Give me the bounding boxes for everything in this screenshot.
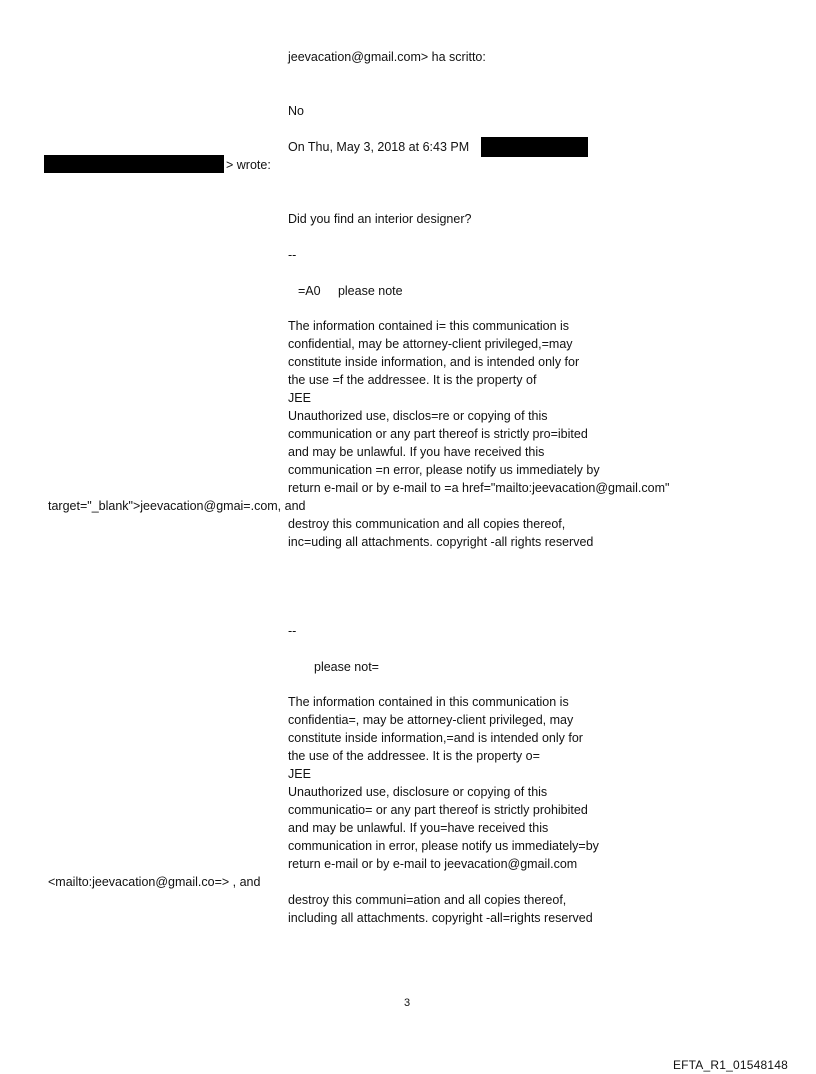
disclaimer-line: confidential, may be attorney-client privileged,=may bbox=[288, 337, 573, 351]
disclaimer-line: The information contained i= this communication is bbox=[288, 319, 570, 333]
disclaimer-line: JEE bbox=[288, 767, 311, 781]
disclaimer-line: inc=uding all attachments. copyright -all rights reserved bbox=[288, 535, 594, 549]
reply-text: No bbox=[288, 104, 304, 118]
disclaimer-line: return e-mail or by e-mail to =a href="mailto:jeevacation@gmail.com" bbox=[288, 481, 670, 495]
disclaimer-line: and may be unlawful. If you have received this bbox=[288, 445, 545, 459]
disclaimer-line: including all attachments. copyright -all=rights reserved bbox=[288, 911, 593, 925]
page-number: 3 bbox=[404, 997, 411, 1009]
quoted-question: Did you find an interior designer? bbox=[288, 212, 472, 226]
disclaimer-line: communication =n error, please notify us immediately by bbox=[288, 463, 600, 477]
disclaimer-line: destroy this communi=ation and all copies thereof, bbox=[288, 893, 567, 907]
signature-separator: -- bbox=[288, 624, 297, 638]
disclaimer-line: constitute inside information, and is intended only for bbox=[288, 355, 580, 369]
please-note-heading: please not= bbox=[314, 660, 379, 674]
disclaimer-line: the use of the addressee. It is the property o= bbox=[288, 749, 540, 763]
disclaimer-line: return e-mail or by e-mail to jeevacation@gmail.com bbox=[288, 857, 578, 871]
disclaimer-line: confidentia=, may be attorney-client privileged, may bbox=[288, 713, 574, 727]
redaction-box bbox=[481, 137, 588, 157]
disclaimer-line: communication in error, please notify us immediately=by bbox=[288, 839, 599, 853]
disclaimer-line: constitute inside information,=and is intended only for bbox=[288, 731, 583, 745]
quote-intro: On Thu, May 3, 2018 at 6:43 PM bbox=[288, 140, 470, 154]
disclaimer-outdent-line: <mailto:jeevacation@gmail.co=> , and bbox=[48, 875, 261, 889]
disclaimer-line: Unauthorized use, disclos=re or copying of this bbox=[288, 409, 548, 423]
signature-separator: -- bbox=[288, 248, 297, 262]
disclaimer-line: destroy this communication and all copies thereof, bbox=[288, 517, 566, 531]
reply-header-line: jeevacation@gmail.com> ha scritto: bbox=[288, 50, 486, 64]
disclaimer-outdent-line: target="_blank">jeevacation@gmai=.com, and bbox=[48, 499, 306, 513]
disclaimer-line: The information contained in this communication is bbox=[288, 695, 569, 709]
please-note-heading: =A0 please note bbox=[298, 284, 403, 298]
disclaimer-line: and may be unlawful. If you=have received this bbox=[288, 821, 549, 835]
disclaimer-line: communicatio= or any part thereof is strictly prohibited bbox=[288, 803, 588, 817]
disclaimer-line: communication or any part thereof is strictly pro=ibited bbox=[288, 427, 588, 441]
redaction-box bbox=[44, 155, 224, 173]
disclaimer-line: JEE bbox=[288, 391, 311, 405]
bates-id: EFTA_R1_01548148 bbox=[672, 1058, 788, 1072]
disclaimer-line: the use =f the addressee. It is the property of bbox=[288, 373, 537, 387]
disclaimer-line: Unauthorized use, disclosure or copying of this bbox=[288, 785, 548, 799]
quote-wrote: > wrote: bbox=[226, 158, 271, 172]
